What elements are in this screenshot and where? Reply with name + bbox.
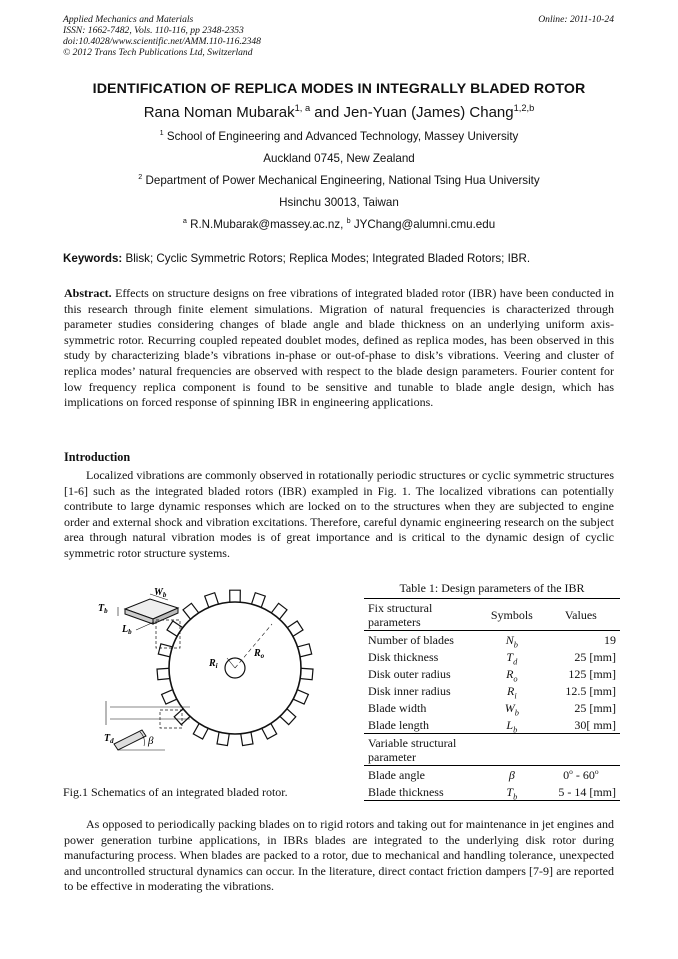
param-value: 25 [mm] — [574, 649, 616, 664]
label-wb: $W_b$ — [154, 587, 167, 599]
param-symbol: $R_i$ — [506, 683, 517, 700]
param-symbol: $N_b$ — [505, 632, 518, 649]
affiliation-1-line-2: Auckland 0745, New Zealand — [263, 152, 415, 165]
table-row — [364, 699, 620, 716]
keywords — [63, 252, 530, 265]
keywords-label: Keywords: — [63, 252, 123, 265]
affiliation-2-line-1: $^2$ Department of Power Mechanical Engineering, National Tsing Hua University — [138, 172, 540, 187]
param-name: Disk inner radius — [368, 683, 451, 698]
email-a[interactable]: R.N.Mubarak@massey.ac.nz, — [190, 218, 347, 231]
param-symbol: $W_b$ — [504, 700, 519, 717]
param-name: Disk outer radius — [368, 666, 451, 681]
table-row — [364, 766, 620, 784]
param-name: Number of blades — [368, 632, 454, 647]
param-name: Blade thickness — [368, 784, 444, 799]
design-parameters-table — [364, 598, 620, 801]
abstract-text: Effects on structure designs on free vibrations of integrated bladed rotor (IBR) have been conducted in this research through finite element simulations. Migration of natural frequencies is characterized through parameter studies considering changes of blade angle and blade thickness on an underlying uniform axis-symmetric rotor. Recurring coupled repeated doublet modes, defined as replica modes, has been observed in this study by characterizing blade’s vibrations in-phase or out-of-phase to disk’s vibrations. Veering and cluster of replica modes’ natural frequencies are observed with respect to the blade design parameters. Fourier content for low frequency replica component is found to be sensitive and tunable to blade angle design, which has implications on forced response of spinning IBR in engineering applications. — [64, 286, 614, 410]
figure-1-caption: Fig.1 Schematics of an integrated bladed rotor. — [63, 785, 288, 799]
param-value: 19 — [604, 632, 616, 647]
abstract-label: Abstract. — [64, 286, 112, 300]
table-row — [364, 783, 620, 801]
param-value: 25 [mm] — [574, 700, 616, 715]
table-row — [364, 716, 620, 734]
variable-parameters-heading: Variable structural parameter — [368, 735, 457, 764]
param-symbol: $T_b$ — [506, 784, 518, 801]
copyright: © 2012 Trans Tech Publications Ltd, Switzerland — [63, 47, 253, 58]
param-name: Blade width — [368, 700, 427, 715]
table-header-row — [364, 599, 620, 631]
label-beta: β — [148, 735, 154, 747]
variable-header-row — [364, 734, 620, 766]
table-row — [364, 631, 620, 649]
param-value: 30[ mm] — [574, 717, 616, 732]
figure-1-bladed-rotor — [70, 584, 360, 779]
paper-title: IDENTIFICATION OF REPLICA MODES IN INTEGRALLY BLADED ROTOR — [92, 81, 586, 97]
abstract — [64, 286, 614, 411]
param-symbol: $T_d$ — [506, 649, 518, 666]
table-row — [364, 665, 620, 682]
author-2: Jen-Yuan (James) Chang — [343, 104, 514, 121]
author-2-sup: 1,2,b — [513, 103, 535, 113]
param-value: 125 [mm] — [568, 666, 616, 681]
authors — [0, 104, 678, 121]
affiliation-1-line-1: $^1$ School of Engineering and Advanced Technology, Massey University — [159, 128, 519, 143]
intro-paragraph-1: Localized vibrations are commonly observed in rotationally periodic structures or cyclic symmetric structures [1-6] such as the integrated bladed rotors (IBR) exampled in Fig. 1. The localized vibrations can potentially contribute to large dynamic responses which are locked on to the structures when they are subjected to engine order and external shock and vibration excitations. Therefore, careful dynamic engineering research on the subject area through natural vibration modes is of great importance and is critical to the dynamic design of cyclic symmetric rotor structure systems. — [64, 468, 614, 560]
affiliation-2-line-2: Hsinchu 30013, Taiwan — [279, 196, 399, 209]
label-ro: $R_o$ — [254, 648, 265, 660]
online-date: Online: 2011-10-24 — [538, 14, 614, 25]
journal-name: Applied Mechanics and Materials — [63, 14, 194, 25]
param-value: 0$^o$ - 60$^o$ — [563, 766, 599, 782]
table-row — [364, 682, 620, 699]
param-value: 5 - 14 [mm] — [558, 784, 616, 799]
param-value: 12.5 [mm] — [565, 683, 616, 698]
author-1: Rana Noman Mubarak — [143, 104, 295, 121]
label-lb: $L_b$ — [122, 624, 132, 636]
issn: ISSN: 1662-7482, Vols. 110-116, pp 2348-2353 — [63, 25, 244, 36]
param-symbol: β — [508, 767, 515, 782]
authors-and: and — [310, 104, 344, 121]
author-emails: $^a$ R.N.Mubarak@massey.ac.nz, $^b$ JYChang@alumni.cmu.edu — [182, 216, 496, 231]
keywords-text: Blisk; Cyclic Symmetric Rotors; Replica Modes; Integrated Bladed Rotors; IBR. — [122, 252, 531, 265]
param-name: Blade length — [368, 717, 429, 732]
header-parameters: Fix structural parameters — [368, 600, 433, 629]
intro-paragraph-2: As opposed to periodically packing blades on to rigid rotors and taking out for maintenance in jet engines and power generation turbine applications, in IBRs blades are integrated to the underlying disk rotor during manufacturing process. When blades are packed to a rotor, due to mechanical and handling tolerance, unexpected and uncontrolled structural dynamics can occur. In the literature, direct contact friction dampers [7-9] are reported to be effective in moderating the vibrations. — [64, 817, 614, 894]
journal-meta — [63, 14, 261, 58]
author-1-sup: 1, a — [294, 103, 311, 113]
param-symbol: $L_b$ — [506, 717, 518, 734]
label-tb: $T_b$ — [98, 603, 108, 615]
param-symbol: $R_o$ — [506, 666, 518, 683]
label-td: $T_d$ — [104, 733, 114, 745]
header-values: Values — [564, 607, 597, 622]
param-name: Disk thickness — [368, 649, 439, 664]
email-b[interactable]: JYChang@alumni.cmu.edu — [353, 218, 496, 231]
doi[interactable]: doi:10.4028/www.scientific.net/AMM.110-116.2348 — [63, 36, 261, 47]
label-ri: $R_i$ — [209, 658, 218, 670]
table-row — [364, 648, 620, 665]
param-name: Blade angle — [368, 767, 425, 782]
table-1-caption: Table 1: Design parameters of the IBR — [399, 581, 585, 595]
section-heading-introduction: Introduction — [64, 450, 131, 464]
header-symbols: Symbols — [490, 607, 533, 622]
